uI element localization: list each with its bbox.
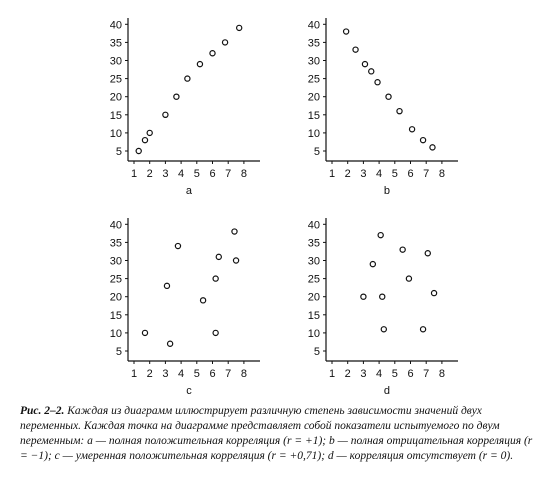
x-tick-label: 7 (225, 368, 232, 380)
data-point (380, 294, 385, 299)
x-tick-label: 4 (178, 168, 185, 180)
data-point (353, 47, 358, 52)
y-tick-label: 30 (307, 255, 320, 268)
data-point (216, 254, 221, 259)
x-tick-label: 7 (423, 368, 430, 380)
panel-d (308, 218, 458, 397)
x-tick-label: 8 (438, 368, 445, 380)
data-point (142, 330, 147, 335)
data-point (369, 69, 374, 74)
x-tick-label: 2 (146, 168, 153, 180)
data-point (409, 127, 414, 132)
data-point (164, 283, 169, 288)
panel-c (110, 218, 260, 397)
data-point (174, 94, 179, 99)
data-point (175, 243, 180, 248)
data-point (406, 276, 411, 281)
y-tick-label: 35 (109, 37, 122, 50)
y-tick-label: 25 (307, 73, 320, 86)
y-tick-label: 25 (109, 273, 122, 286)
x-tick-label: 7 (225, 168, 232, 180)
x-tick-label: 8 (438, 168, 445, 180)
y-tick-label: 40 (109, 19, 122, 32)
data-point (185, 76, 190, 81)
data-point (147, 130, 152, 135)
data-point (197, 62, 202, 67)
data-point (361, 294, 366, 299)
y-tick-label: 15 (307, 309, 320, 322)
x-tick-label: 6 (209, 168, 216, 180)
x-tick-label: 5 (193, 168, 200, 180)
x-tick-label: 3 (162, 168, 169, 180)
y-tick-label: 25 (307, 273, 320, 286)
data-point (200, 298, 205, 303)
data-point (430, 145, 435, 150)
x-tick-label: 6 (209, 368, 216, 380)
data-point (168, 341, 173, 346)
data-point (222, 40, 227, 45)
data-point (397, 109, 402, 114)
x-tick-label: 2 (344, 168, 351, 180)
y-tick-label: 20 (109, 91, 122, 104)
x-tick-label: 2 (146, 368, 153, 380)
panel-b (308, 18, 458, 197)
x-tick-label: 1 (130, 368, 138, 380)
y-tick-label: 25 (109, 73, 122, 86)
y-tick-label: 15 (109, 109, 122, 122)
y-tick-label: 35 (307, 237, 320, 250)
subplot-label: a (185, 185, 193, 197)
y-tick-label: 15 (307, 109, 320, 122)
data-point (420, 327, 425, 332)
x-tick-label: 5 (391, 368, 398, 380)
data-point (233, 258, 238, 263)
y-tick-label: 30 (109, 55, 122, 68)
x-tick-label: 3 (360, 368, 367, 380)
x-tick-label: 1 (328, 368, 336, 380)
data-point (237, 25, 242, 30)
data-point (378, 233, 383, 238)
x-tick-label: 2 (344, 368, 351, 380)
y-tick-label: 10 (307, 127, 320, 140)
subplot-label: b (383, 185, 391, 197)
y-tick-label: 40 (109, 219, 122, 232)
y-tick-label: 5 (115, 346, 122, 358)
y-tick-label: 40 (307, 219, 320, 232)
x-tick-label: 7 (423, 168, 430, 180)
y-tick-label: 20 (307, 291, 320, 304)
figure-caption (20, 404, 540, 464)
x-tick-label: 5 (391, 168, 398, 180)
x-tick-label: 8 (240, 168, 247, 180)
x-tick-label: 6 (407, 368, 414, 380)
data-point (386, 94, 391, 99)
y-tick-label: 5 (313, 146, 320, 158)
data-point (210, 51, 215, 56)
y-tick-label: 30 (307, 55, 320, 68)
data-point (163, 112, 168, 117)
data-point (400, 247, 405, 252)
x-tick-label: 3 (360, 168, 367, 180)
y-tick-label: 20 (109, 291, 122, 304)
caption-text: Каждая из диаграмм иллюстрирует различную степень зависимости значений двух переменных. Каждая точка на диаграмме представляет собой показатели испытуемого по двум переменным: a — полная положительная корреляция (r = +1); b — полная отрицательная корреляция (r = −1); c — умеренная положительная корреляция (r = +0,71); d — корреляция отсутствует (r = 0). (20, 405, 533, 462)
x-tick-label: 1 (328, 168, 336, 180)
data-point (213, 276, 218, 281)
data-point (420, 138, 425, 143)
x-tick-label: 4 (178, 368, 185, 380)
data-point (213, 330, 218, 335)
subplot-label: c (186, 385, 192, 397)
data-point (136, 148, 141, 153)
subplot-label: d (383, 385, 391, 397)
x-tick-label: 4 (376, 368, 383, 380)
data-point (431, 290, 436, 295)
y-tick-label: 5 (313, 346, 320, 358)
data-point (232, 229, 237, 234)
x-tick-label: 3 (162, 368, 169, 380)
data-point (142, 138, 147, 143)
x-tick-label: 4 (376, 168, 383, 180)
x-tick-label: 5 (193, 368, 200, 380)
x-tick-label: 8 (240, 368, 247, 380)
data-point (425, 251, 430, 256)
data-point (375, 80, 380, 85)
y-tick-label: 20 (307, 91, 320, 104)
caption-lead: Рис. 2–2. (20, 405, 65, 417)
data-point (381, 327, 386, 332)
panel-a (110, 18, 260, 197)
y-tick-label: 5 (115, 146, 122, 158)
y-tick-label: 35 (307, 37, 320, 50)
y-tick-label: 10 (109, 327, 122, 340)
x-tick-label: 1 (130, 168, 138, 180)
x-tick-label: 6 (407, 168, 414, 180)
data-point (344, 29, 349, 34)
y-tick-label: 10 (307, 327, 320, 340)
data-point (362, 62, 367, 67)
y-tick-label: 35 (109, 237, 122, 250)
data-point (370, 262, 375, 267)
y-tick-label: 10 (109, 127, 122, 140)
y-tick-label: 30 (109, 255, 122, 268)
y-tick-label: 15 (109, 309, 122, 322)
y-tick-label: 40 (307, 19, 320, 32)
